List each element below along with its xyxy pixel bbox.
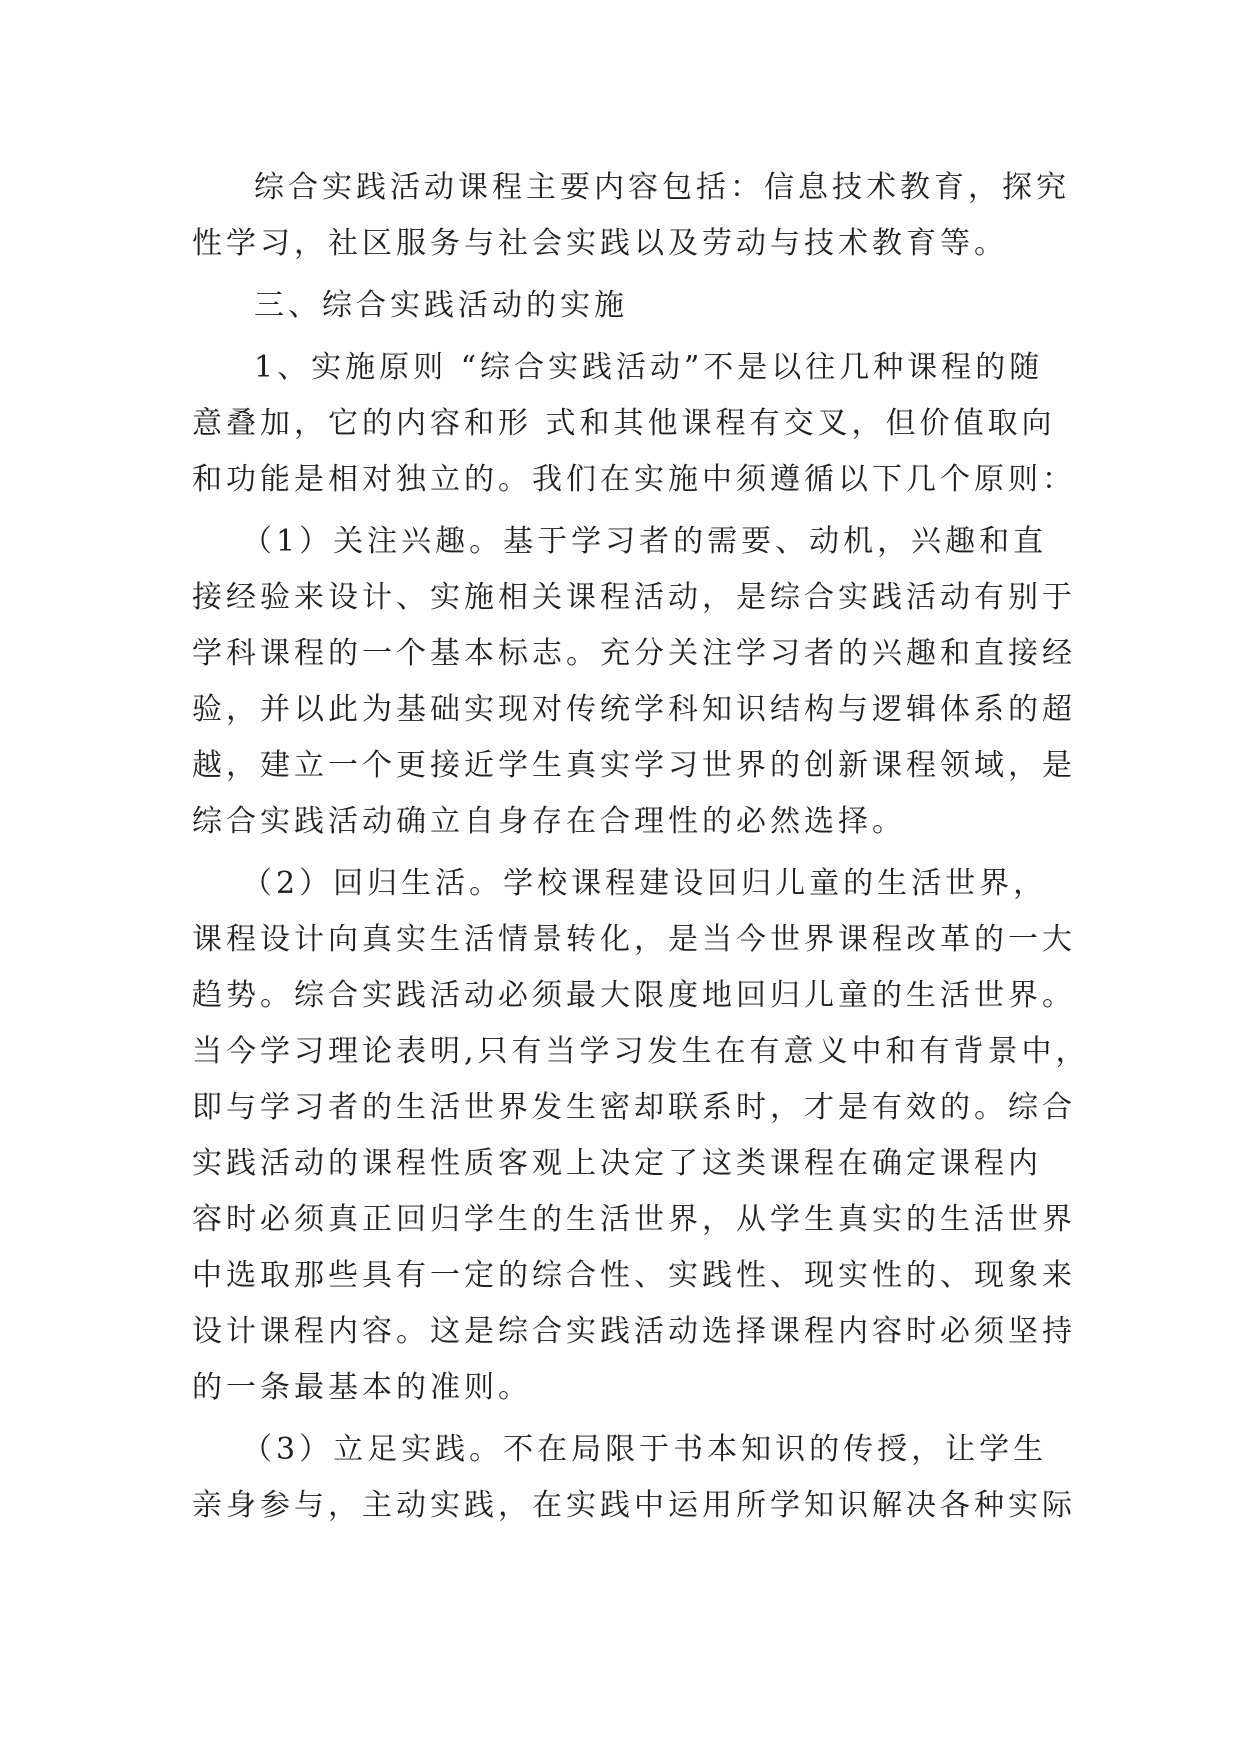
text-line: 越，建立一个更接近学生真实学习世界的创新课程领域，是 (192, 748, 1076, 783)
text-line: 中选取那些具有一定的综合性、实践性、现实性的、现象来 (192, 1258, 1076, 1293)
text-line: 和功能是相对独立的。我们在实施中须遵循以下几个原则： (192, 462, 1076, 497)
text-line: 的一条最基本的准则。 (192, 1370, 532, 1405)
text-line: 性学习，社区服务与社会实践以及劳动与技术教育等。 (192, 226, 1008, 261)
paragraph-principle-2 (192, 856, 1090, 1416)
text-line: 当今学习理论表明,只有当学习发生在有意义中和有背景中， (192, 1034, 1090, 1069)
text-line: （3）立足实践。不在局限于书本知识的传授，让学生 (242, 1432, 1048, 1467)
text-line: 1、实施原则 “综合实践活动”不是以往几种课程的随 (254, 350, 1044, 385)
text-line: 设计课程内容。这是综合实践活动选择课程内容时必须坚持 (192, 1314, 1076, 1349)
text-line: 综合实践活动确立自身存在合理性的必然选择。 (192, 804, 906, 839)
section-heading (192, 278, 1052, 334)
text-line: （1）关注兴趣。基于学习者的需要、动机，兴趣和直 (242, 524, 1048, 559)
text-line: 学科课程的一个基本标志。充分关注学习者的兴趣和直接经 (192, 636, 1076, 671)
text-line: 接经验来设计、实施相关课程活动，是综合实践活动有别于 (192, 580, 1076, 615)
text-line: 意叠加，它的内容和形 式和其他课程有交叉，但价值取向 (192, 406, 1056, 441)
paragraph-principles (192, 340, 1076, 508)
paragraph-principle-3 (192, 1422, 1076, 1534)
text-line: 亲身参与，主动实践，在实践中运用所学知识解决各种实际 (192, 1488, 1076, 1523)
text-line: 趋势。综合实践活动必须最大限度地回归儿童的生活世界。 (192, 978, 1076, 1013)
paragraph-intro (192, 160, 1070, 272)
text-line: 实践活动的课程性质客观上决定了这类课程在确定课程内 (192, 1146, 1042, 1181)
text-line: 验，并以此为基础实现对传统学科知识结构与逻辑体系的超 (192, 692, 1076, 727)
heading-text: 三、综合实践活动的实施 (254, 288, 628, 323)
text-line: 课程设计向真实生活情景转化，是当今世界课程改革的一大 (192, 922, 1076, 957)
paragraph-principle-1 (192, 514, 1076, 850)
text-line: （2）回归生活。学校课程建设回归儿童的生活世界， (242, 866, 1048, 901)
document-body (192, 160, 1090, 1534)
text-line: 即与学习者的生活世界发生密却联系时，才是有效的。综合 (192, 1090, 1076, 1125)
text-line: 容时必须真正回归学生的生活世界，从学生真实的生活世界 (192, 1202, 1076, 1237)
text-line: 综合实践活动课程主要内容包括：信息技术教育，探究 (254, 170, 1070, 205)
